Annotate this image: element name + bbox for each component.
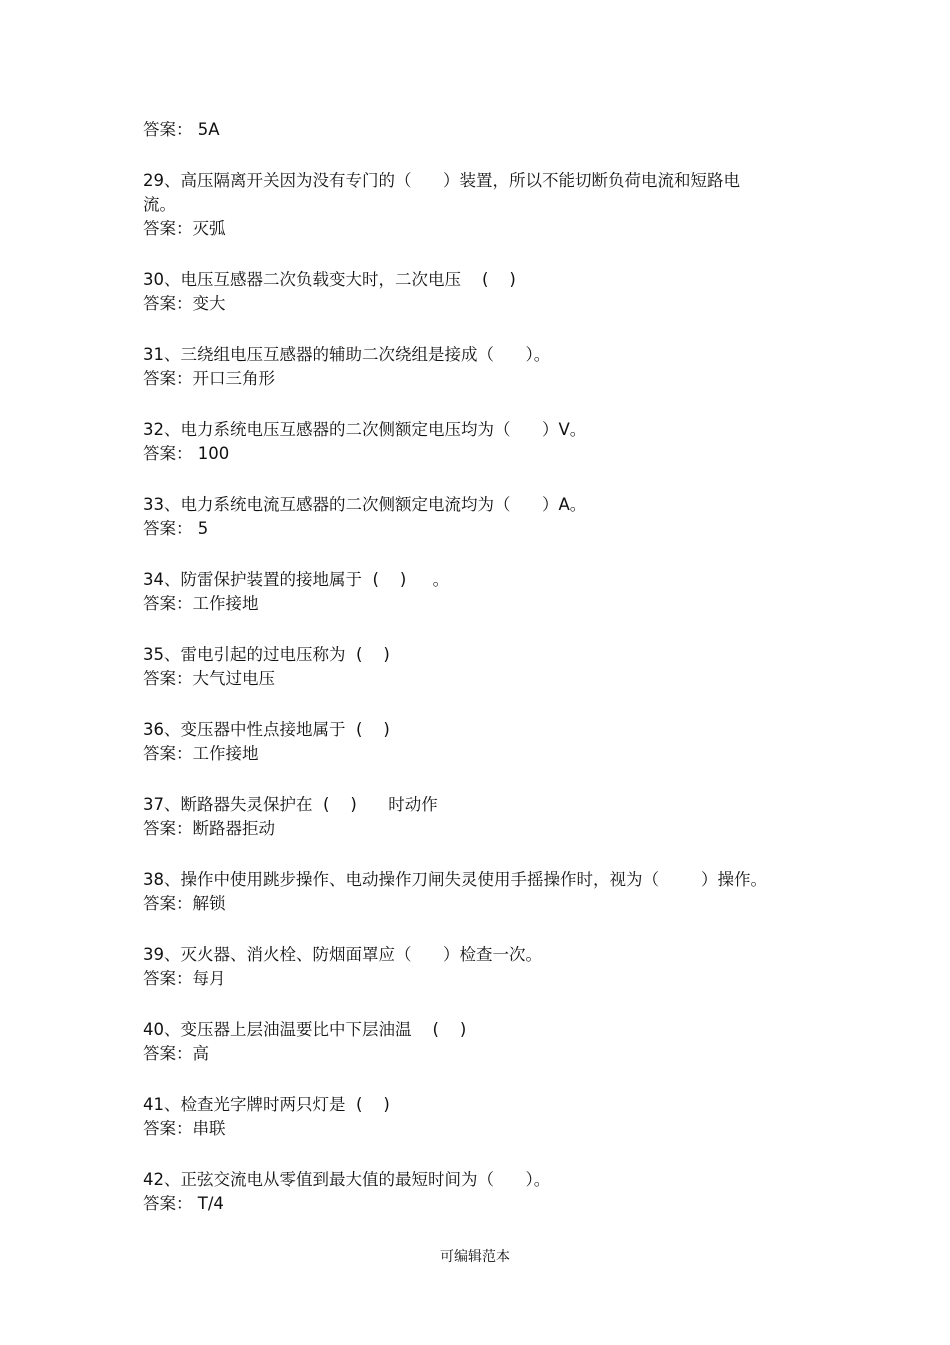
question-item bbox=[143, 718, 823, 766]
question-text: 流。 bbox=[143, 195, 176, 214]
question-text: 36、变压器中性点接地属于 ( ) bbox=[143, 720, 390, 739]
page-footer: 可编辑范本 bbox=[440, 1249, 510, 1265]
answer-text: 答案：串联 bbox=[143, 1119, 226, 1138]
question-text: 37、断路器失灵保护在 ( ) 时动作 bbox=[143, 795, 438, 814]
answer-text: 答案：高 bbox=[143, 1044, 209, 1063]
question-text: 38、操作中使用跳步操作、电动操作刀闸失灵使用手摇操作时，视为（ ）操作。 bbox=[143, 870, 767, 889]
question-item bbox=[143, 1093, 823, 1141]
question-item bbox=[143, 643, 823, 691]
question-item bbox=[143, 493, 823, 541]
question-text: 31、三绕组电压互感器的辅助二次绕组是接成（ ）。 bbox=[143, 345, 551, 364]
question-text: 42、正弦交流电从零值到最大值的最短时间为（ ）。 bbox=[143, 1170, 551, 1189]
questions-container bbox=[143, 169, 823, 1216]
question-item bbox=[143, 1018, 823, 1066]
question-item bbox=[143, 568, 823, 616]
question-item bbox=[143, 418, 823, 466]
question-text: 29、高压隔离开关因为没有专门的（ ）装置，所以不能切断负荷电流和短路电 bbox=[143, 171, 740, 190]
answer-text: 答案：工作接地 bbox=[143, 594, 259, 613]
answer-text: 答案： 5 bbox=[143, 519, 209, 538]
question-text: 32、电力系统电压互感器的二次侧额定电压均为（ ）V。 bbox=[143, 420, 587, 439]
question-item bbox=[143, 868, 823, 916]
answer-text: 答案：解锁 bbox=[143, 894, 226, 913]
answer-text: 答案：灭弧 bbox=[143, 219, 226, 238]
question-text: 39、灭火器、消火栓、防烟面罩应（ ）检查一次。 bbox=[143, 945, 542, 964]
question-text: 34、防雷保护装置的接地属于 ( ) 。 bbox=[143, 570, 450, 589]
question-text: 33、电力系统电流互感器的二次侧额定电流均为（ ）A。 bbox=[143, 495, 587, 514]
question-item bbox=[143, 343, 823, 391]
answer-text: 答案： T/4 bbox=[143, 1194, 224, 1213]
question-item bbox=[143, 268, 823, 316]
question-item bbox=[143, 943, 823, 991]
answer-28: 答案： 5A bbox=[143, 120, 220, 139]
answer-text: 答案：开口三角形 bbox=[143, 369, 275, 388]
question-text: 35、雷电引起的过电压称为 ( ) bbox=[143, 645, 390, 664]
answer-text: 答案：大气过电压 bbox=[143, 669, 275, 688]
answer-text: 答案：断路器拒动 bbox=[143, 819, 275, 838]
question-text: 30、电压互感器二次负载变大时，二次电压 ( ) bbox=[143, 270, 516, 289]
question-list bbox=[143, 118, 823, 1216]
answer-text: 答案： 100 bbox=[143, 444, 230, 463]
question-text: 40、变压器上层油温要比中下层油温 ( ) bbox=[143, 1020, 467, 1039]
question-item bbox=[143, 793, 823, 841]
question-text: 41、检查光字牌时两只灯是 ( ) bbox=[143, 1095, 390, 1114]
question-item bbox=[143, 1168, 823, 1216]
answer-text: 答案：工作接地 bbox=[143, 744, 259, 763]
answer-text: 答案：变大 bbox=[143, 294, 226, 313]
question-item bbox=[143, 169, 823, 241]
answer-text: 答案：每月 bbox=[143, 969, 226, 988]
